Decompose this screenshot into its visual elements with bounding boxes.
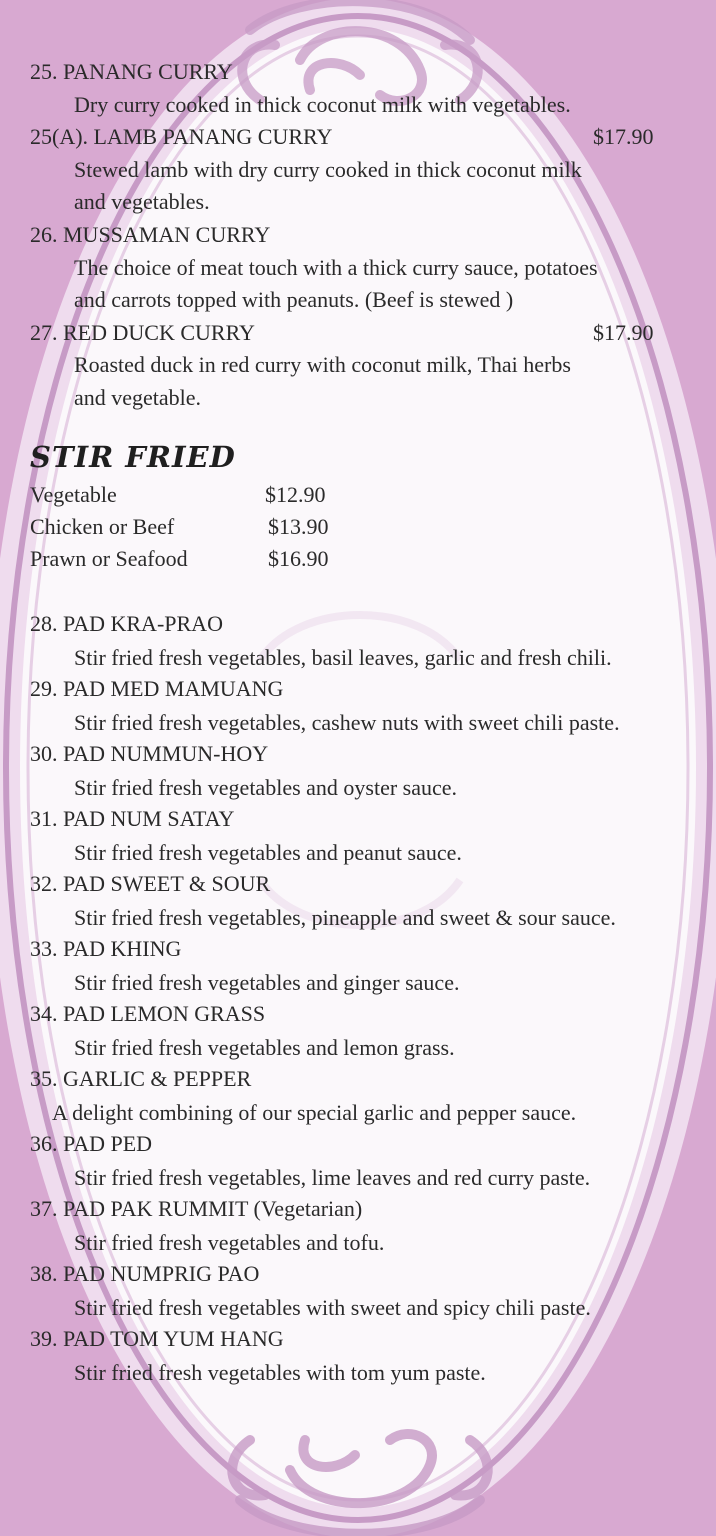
menu-item-title: 32. PAD SWEET & SOUR bbox=[30, 871, 271, 896]
menu-item-price: $17.90 bbox=[593, 320, 654, 345]
menu-item-title: 34. PAD LEMON GRASS bbox=[30, 1001, 266, 1026]
price-label: Vegetable bbox=[30, 482, 117, 507]
menu-item-description: The choice of meat touch with a thick curry sauce, potatoes bbox=[74, 255, 598, 280]
menu-item-description: Stir fried fresh vegetables and peanut sauce. bbox=[74, 840, 462, 865]
menu-item-title: 25(A). LAMB PANANG CURRY bbox=[30, 124, 333, 149]
menu-item-description: Dry curry cooked in thick coconut milk with vegetables. bbox=[74, 92, 571, 117]
menu-item-title: 33. PAD KHING bbox=[30, 936, 182, 961]
menu-item-description: Stir fried fresh vegetables and ginger sauce. bbox=[74, 970, 460, 995]
menu-item-description: Stir fried fresh vegetables and oyster sauce. bbox=[74, 775, 458, 800]
menu-item-description: Stir fried fresh vegetables, pineapple and sweet & sour sauce. bbox=[74, 905, 616, 930]
menu-item-title: 38. PAD NUMPRIG PAO bbox=[30, 1261, 260, 1286]
menu-item-description: Stir fried fresh vegetables with sweet and spicy chili paste. bbox=[74, 1295, 591, 1320]
menu-item-description: Stir fried fresh vegetables with tom yum paste. bbox=[74, 1360, 486, 1385]
price-value: $13.90 bbox=[268, 514, 329, 539]
menu-item-description: Stewed lamb with dry curry cooked in thick coconut milk bbox=[74, 157, 582, 182]
menu-item-title: 39. PAD TOM YUM HANG bbox=[30, 1326, 284, 1351]
menu-item-description: and carrots topped with peanuts. (Beef is stewed ) bbox=[74, 287, 514, 312]
menu-item-description: Stir fried fresh vegetables, basil leaves, garlic and fresh chili. bbox=[74, 645, 612, 670]
menu-item-title: 35. GARLIC & PEPPER bbox=[30, 1066, 252, 1091]
price-label: Prawn or Seafood bbox=[30, 546, 188, 571]
menu-item-title: 30. PAD NUMMUN-HOY bbox=[30, 741, 269, 766]
menu-item-title: 36. PAD PED bbox=[30, 1131, 153, 1156]
menu-item-description: Stir fried fresh vegetables, cashew nuts with sweet chili paste. bbox=[74, 710, 620, 735]
section-heading-stir-fried: STIR FRIED bbox=[30, 440, 236, 474]
menu-item-title: 27. RED DUCK CURRY bbox=[30, 320, 255, 345]
menu-item-title: 28. PAD KRA-PRAO bbox=[30, 611, 223, 636]
menu-item-title: 26. MUSSAMAN CURRY bbox=[30, 222, 271, 247]
price-value: $12.90 bbox=[265, 482, 326, 507]
menu-item-title: 29. PAD MED MAMUANG bbox=[30, 676, 284, 701]
menu-item-description: and vegetable. bbox=[74, 385, 202, 410]
menu-item-description: A delight combining of our special garlic and pepper sauce. bbox=[52, 1100, 577, 1125]
menu-item-description: and vegetables. bbox=[74, 189, 210, 214]
menu-item-title: 31. PAD NUM SATAY bbox=[30, 806, 235, 831]
menu-item-title: 25. PANANG CURRY bbox=[30, 59, 233, 84]
price-label: Chicken or Beef bbox=[30, 514, 175, 539]
menu-item-description: Roasted duck in red curry with coconut milk, Thai herbs bbox=[74, 352, 571, 377]
price-value: $16.90 bbox=[268, 546, 329, 571]
menu-item-description: Stir fried fresh vegetables and tofu. bbox=[74, 1230, 385, 1255]
menu-item-description: Stir fried fresh vegetables, lime leaves and red curry paste. bbox=[74, 1165, 591, 1190]
menu-item-title: 37. PAD PAK RUMMIT (Vegetarian) bbox=[30, 1196, 363, 1221]
menu-item-price: $17.90 bbox=[593, 124, 654, 149]
menu-item-description: Stir fried fresh vegetables and lemon grass. bbox=[74, 1035, 455, 1060]
